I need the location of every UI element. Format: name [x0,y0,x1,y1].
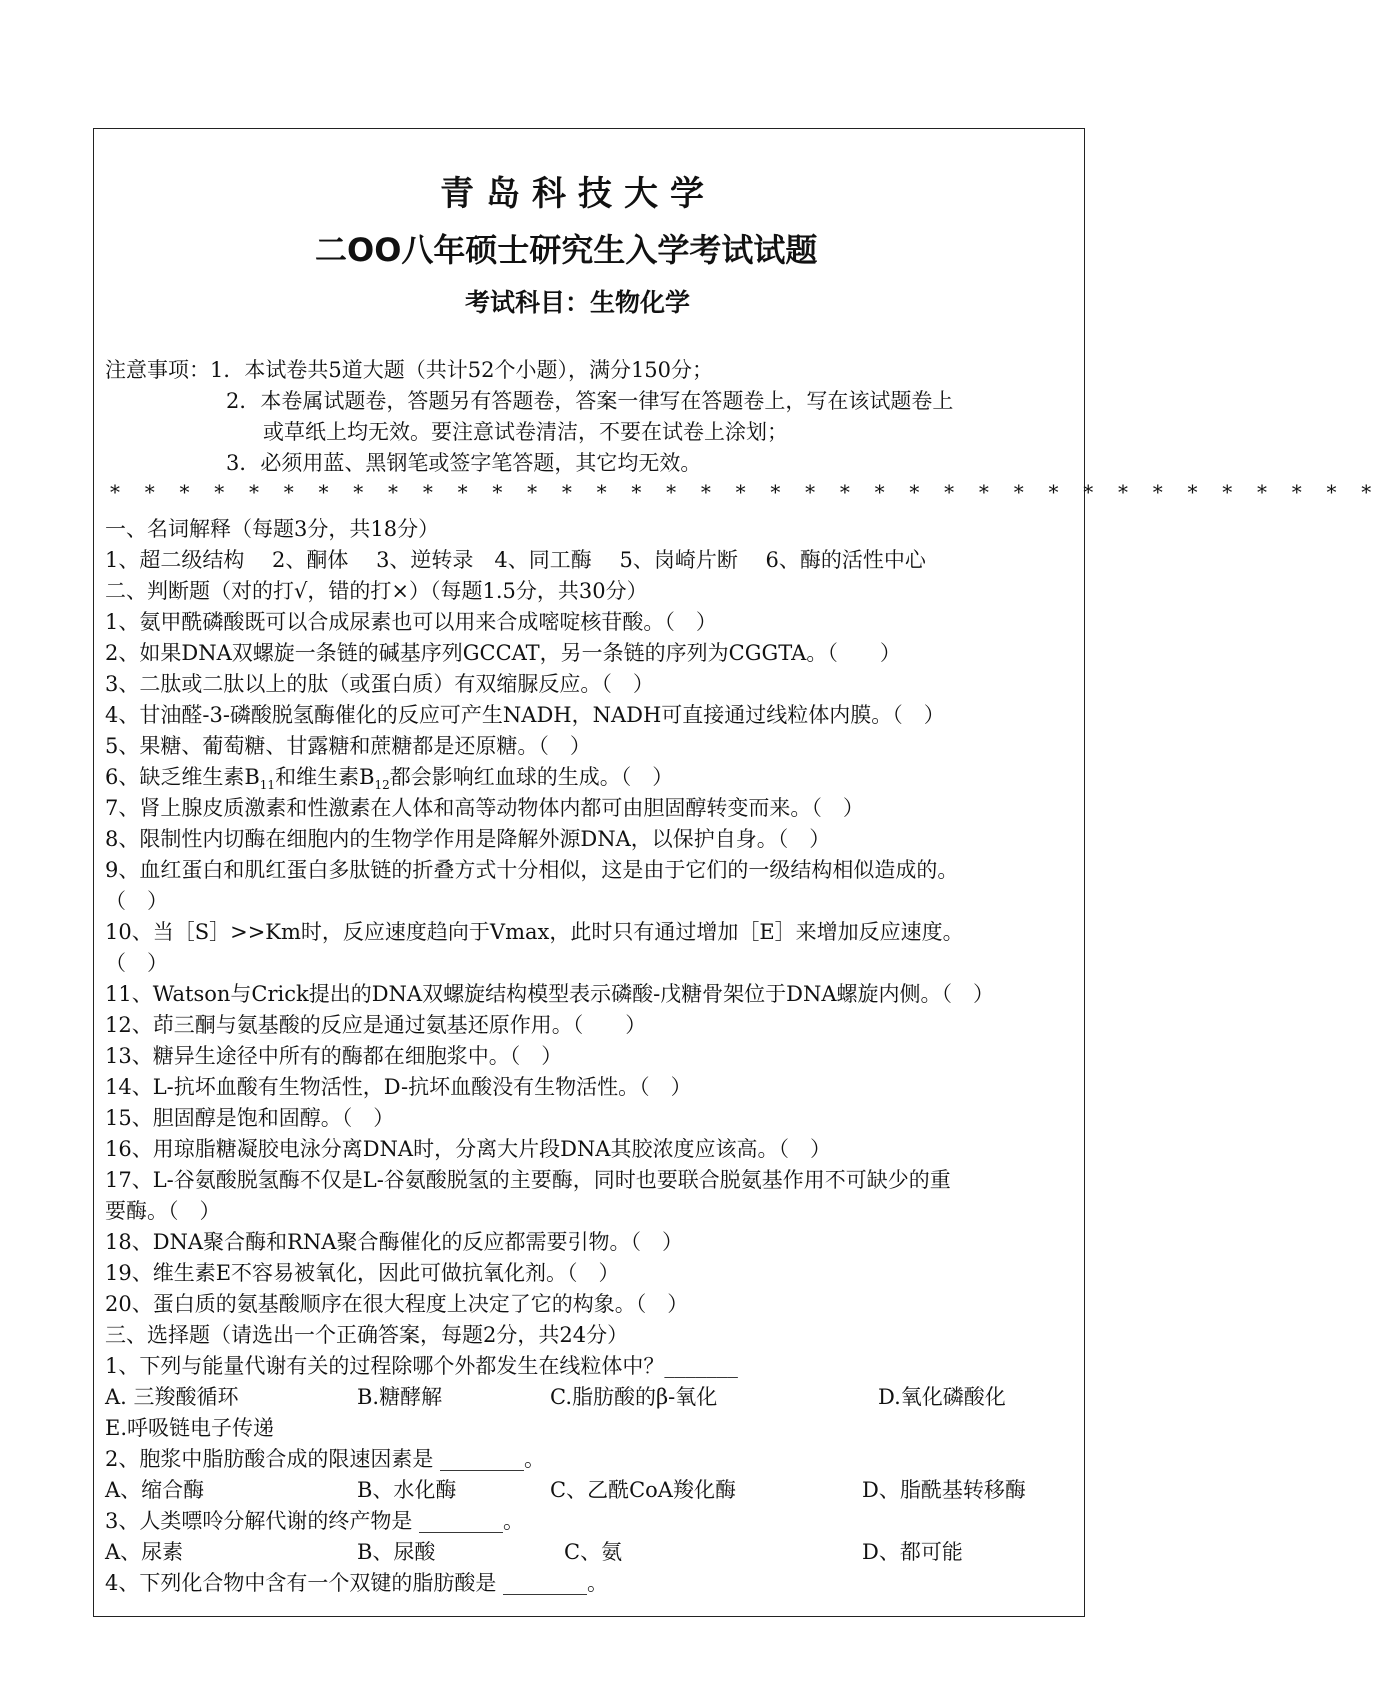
tf-q10-blank: （ ） [105,951,168,975]
section2-title: 二、判断题（对的打√，错的打×）（每题1.5分，共30分） [105,579,648,603]
mc-q1-option-b: B.糖酵解 [357,1385,443,1409]
tf-q18: 18、DNA聚合酶和RNA聚合酶催化的反应都需要引物。（ ） [105,1230,683,1254]
tf-q2: 2、如果DNA双螺旋一条链的碱基序列GCCAT，另一条链的序列为CGGTA。（ ） [105,641,901,665]
star-divider: * * * * * * * * * * * * * * * * * * * * * * * * * * * * * * * * * * * * * [110,480,1380,504]
note-3: 3．必须用蓝、黑钢笔或签字笔答题，其它均无效。 [226,451,702,475]
mc-q4: 4、下列化合物中含有一个双键的脂肪酸是 ________。 [105,1571,609,1595]
tf-q9: 9、血红蛋白和肌红蛋白多肽链的折叠方式十分相似，这是由于它们的一级结构相似造成的。 [105,858,959,882]
section1-title: 一、名词解释（每题3分，共18分） [105,517,440,541]
mc-q2-option-d: D、脂酰基转移酶 [862,1478,1026,1502]
tf-q5: 5、果糖、葡萄糖、甘露糖和蔗糖都是还原糖。（ ） [105,734,591,758]
mc-q3-option-b: B、尿酸 [357,1540,436,1564]
mc-q1-option-a: A. 三羧酸循环 [105,1385,239,1409]
tf-q17-cont: 要酶。（ ） [105,1199,221,1223]
tf-q14: 14、L-抗坏血酸有生物活性，D-抗坏血酸没有生物活性。（ ） [105,1075,692,1099]
section3-title: 三、选择题（请选出一个正确答案，每题2分，共24分） [105,1323,629,1347]
mc-q1-option-d: D.氧化磷酸化 [878,1385,1006,1409]
note-1: 注意事项：1．本试卷共5道大题（共计52个小题），满分150分； [105,358,714,382]
exam-subject: 考试科目：生物化学 [465,288,691,317]
tf-q8: 8、限制性内切酶在细胞内的生物学作用是降解外源DNA，以保护自身。（ ） [105,827,831,851]
tf-q12: 12、茚三酮与氨基酸的反应是通过氨基还原作用。（ ） [105,1013,647,1037]
tf-q13: 13、糖异生途径中所有的酶都在细胞浆中。（ ） [105,1044,563,1068]
tf-q15: 15、胆固醇是饱和固醇。（ ） [105,1106,395,1130]
note-2a: 2．本卷属试题卷，答题另有答题卷，答案一律写在答题卷上，写在该试题卷上 [226,389,954,413]
mc-q1-option-e: E.呼吸链电子传递 [105,1416,275,1440]
mc-q3-option-a: A、尿素 [105,1540,184,1564]
tf-q9-blank: （ ） [105,889,168,913]
tf-q17: 17、L-谷氨酸脱氢酶不仅是L-谷氨酸脱氢的主要酶，同时也要联合脱氨基作用不可缺少的重 [105,1168,951,1192]
tf-q1: 1、氨甲酰磷酸既可以合成尿素也可以用来合成嘧啶核苷酸。（ ） [105,610,717,634]
mc-q3: 3、人类嘌呤分解代谢的终产物是 ________。 [105,1509,525,1533]
tf-q4: 4、甘油醛-3-磷酸脱氢酶催化的反应可产生NADH，NADH可直接通过线粒体内膜。（ ） [105,703,945,727]
mc-q3-option-d: D、都可能 [862,1540,963,1564]
note-2b: 或草纸上均无效。要注意试卷清洁，不要在试卷上涂划； [263,420,788,444]
tf-q20: 20、蛋白质的氨基酸顺序在很大程度上决定了它的构象。（ ） [105,1292,689,1316]
mc-q2-option-a: A、缩合酶 [105,1478,205,1502]
tf-q16: 16、用琼脂糖凝胶电泳分离DNA时，分离大片段DNA其胶浓度应该高。（ ） [105,1137,831,1161]
exam-title: 二OO八年硕士研究生入学考试试题 [315,231,818,269]
tf-q7: 7、肾上腺皮质激素和性激素在人体和高等动物体内都可由胆固醇转变而来。（ ） [105,796,864,820]
tf-q6: 6、缺乏维生素$B_{11}$和维生素$B_{12}$都会影响红血球的生成。（ ） [105,765,674,793]
mc-q2-option-c: C、乙酰CoA羧化酶 [550,1478,736,1502]
tf-q10: 10、当［S］>>Km时，反应速度趋向于Vmax，此时只有通过增加［E］来增加反应速度。 [105,920,964,944]
mc-q1: 1、下列与能量代谢有关的过程除哪个外都发生在线粒体中？_______ [105,1354,738,1378]
university-title: 青岛科技大学 [440,174,716,214]
mc-q3-option-c: C、氨 [564,1540,623,1564]
bottom-rule [93,1616,1085,1617]
tf-q11: 11、Watson与Crick提出的DNA双螺旋结构模型表示磷酸-戊糖骨架位于DNA螺旋内侧。（ ） [105,982,995,1006]
mc-q1-option-c: C.脂肪酸的β-氧化 [550,1385,718,1409]
mc-q2: 2、胞浆中脂肪酸合成的限速因素是 ________。 [105,1447,546,1471]
tf-q19: 19、维生素E不容易被氧化，因此可做抗氧化剂。（ ） [105,1261,620,1285]
mc-q2-option-b: B、水化酶 [357,1478,457,1502]
section1-terms: 1、超二级结构 2、酮体 3、逆转录 4、同工酶 5、岗崎片断 6、酶的活性中心 [105,548,926,572]
tf-q3: 3、二肽或二肽以上的肽（或蛋白质）有双缩脲反应。（ ） [105,672,654,696]
